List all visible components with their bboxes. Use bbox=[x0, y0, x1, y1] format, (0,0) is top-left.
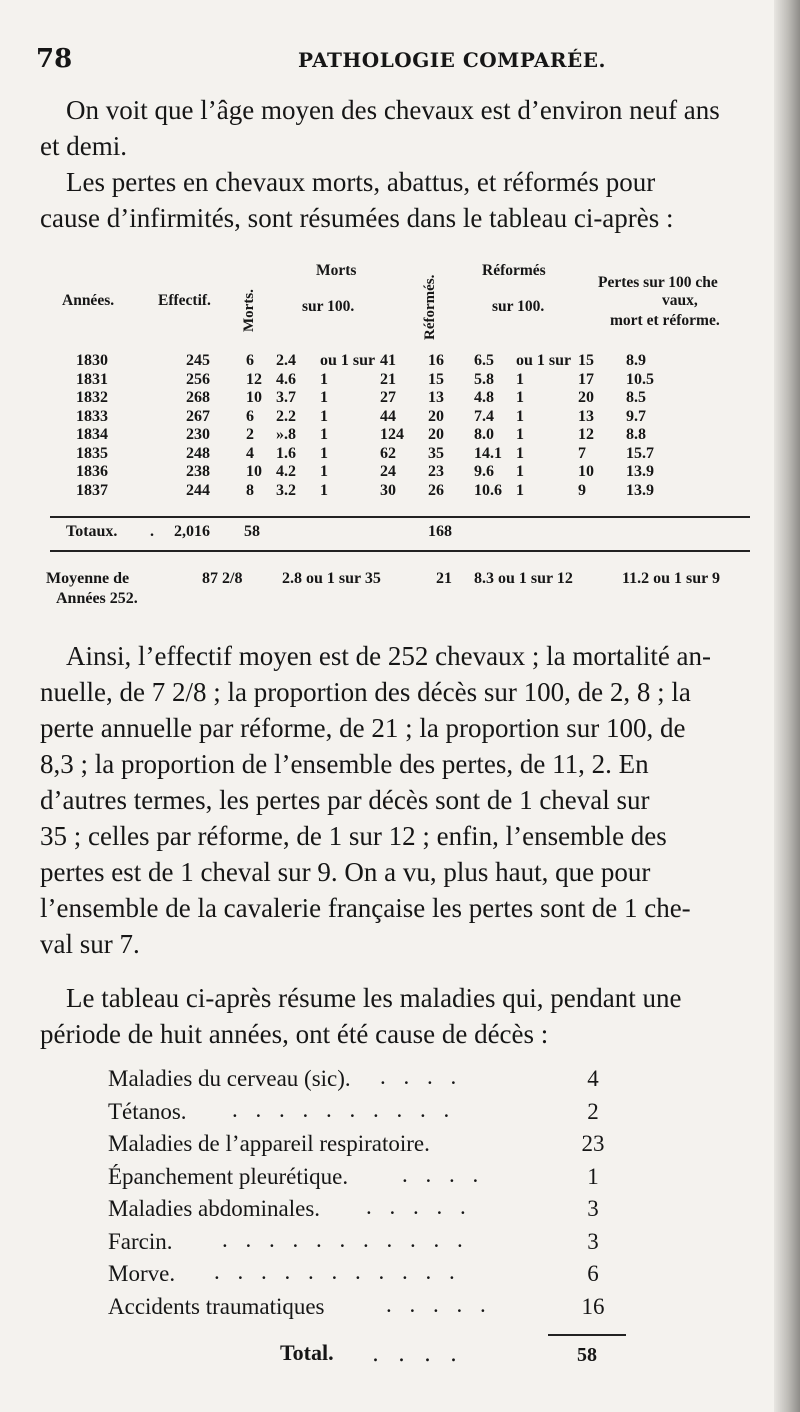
disease-label: Maladies de l’appareil respiratoire. bbox=[108, 1131, 430, 1156]
table-cell-pertes: 8.5 bbox=[626, 389, 646, 406]
table-cell-reformes: 20 bbox=[428, 407, 444, 425]
text-line: perte annuelle par réforme, de 21 ; la proportion sur 100, de bbox=[40, 713, 686, 743]
table-cell-effectif: 248 bbox=[186, 444, 210, 462]
disease-label: Épanchement pleurétique. bbox=[108, 1163, 349, 1189]
table-cell-morts: 2 bbox=[246, 426, 254, 443]
table-row bbox=[0, 408, 800, 425]
table-cell-r-taux: 9.6 bbox=[474, 463, 494, 480]
text-line: et demi. bbox=[40, 131, 127, 161]
table-row bbox=[0, 463, 800, 480]
disease-row bbox=[108, 1291, 608, 1324]
table-cell-m-taux: 4.6 bbox=[276, 370, 296, 388]
page-edge bbox=[774, 0, 800, 1412]
table-cell-m-taux: 2.2 bbox=[276, 407, 296, 425]
col-header-reformes-sur-100: sur 100. bbox=[492, 298, 545, 315]
table-cell-reformes: 13 bbox=[428, 389, 444, 406]
text-line: période de huit années, ont été cause de décès : bbox=[40, 1019, 549, 1049]
text-line: Les pertes en chevaux morts, abattus, et réformés pour bbox=[66, 167, 656, 197]
table-cell-pertes: 13.9 bbox=[626, 481, 654, 499]
table-cell-m-ou: 1 bbox=[320, 481, 328, 499]
page-header bbox=[36, 44, 756, 84]
table-row bbox=[0, 352, 800, 369]
table-cell-pertes: 8.8 bbox=[626, 426, 646, 443]
disease-label: Tétanos. bbox=[108, 1098, 187, 1124]
intro-paragraph bbox=[40, 92, 762, 236]
table-cell-m-taux: 3.2 bbox=[276, 481, 296, 499]
table-cell-r-taux: 8.0 bbox=[474, 426, 494, 443]
disease-row bbox=[108, 1196, 608, 1226]
table-cell-pertes: 15.7 bbox=[626, 444, 654, 462]
table-cell-annee: 1834 bbox=[76, 426, 108, 443]
diseases-intro-paragraph bbox=[40, 980, 762, 1052]
table-cell-r-taux: 7.4 bbox=[474, 407, 494, 425]
table-cell-annee: 1830 bbox=[76, 352, 108, 369]
col-header-morts: Morts bbox=[316, 262, 357, 279]
average-reformes: 21 bbox=[436, 570, 452, 587]
total-dots: . . . . bbox=[372, 1342, 463, 1367]
text-line: On voit que l’âge moyen des chevaux est d’environ neuf ans bbox=[66, 95, 720, 125]
disease-count: 23 bbox=[581, 1131, 605, 1156]
total-label: Total. bbox=[280, 1340, 334, 1365]
table-cell-r-ou: 1 bbox=[516, 426, 524, 443]
table-cell-m-ou: 1 bbox=[320, 426, 328, 443]
total-value: 58 bbox=[577, 1344, 597, 1366]
leader-dots: . . . . . bbox=[386, 1291, 492, 1317]
table-row bbox=[0, 371, 800, 388]
totals-reformes: 168 bbox=[428, 523, 452, 540]
table-cell-morts: 12 bbox=[246, 370, 262, 388]
leader-dots: . . . . . . . . . . bbox=[232, 1096, 456, 1122]
table-cell-r-sur: 12 bbox=[578, 426, 594, 443]
leader-dots: . . . . . . . . . . . bbox=[214, 1259, 461, 1284]
table-cell-m-sur: 27 bbox=[380, 389, 396, 406]
leader-dots: . . . . . bbox=[366, 1194, 472, 1219]
table-row bbox=[0, 482, 800, 499]
table-cell-effectif: 268 bbox=[186, 389, 210, 406]
table-cell-r-taux: 14.1 bbox=[474, 444, 502, 462]
average-morts-rate: 2.8 ou 1 sur 35 bbox=[282, 570, 381, 587]
disease-count: 3 bbox=[587, 1196, 599, 1221]
table-cell-r-taux: 10.6 bbox=[474, 481, 502, 499]
col-header-pertes-1: Pertes sur 100 che bbox=[598, 274, 718, 291]
table-cell-morts: 4 bbox=[246, 444, 254, 462]
table-cell-morts: 10 bbox=[246, 463, 262, 480]
table-cell-reformes: 15 bbox=[428, 370, 444, 388]
text-line: 35 ; celles par réforme, de 1 sur 12 ; enfin, l’ensemble des bbox=[40, 821, 667, 851]
disease-count: 2 bbox=[587, 1098, 599, 1124]
table-cell-m-sur: 41 bbox=[380, 352, 396, 369]
col-header-morts-sur-100: sur 100. bbox=[302, 298, 355, 315]
table-cell-m-ou: 1 bbox=[320, 389, 328, 406]
text-line: l’ensemble de la cavalerie française les pertes sont de 1 che- bbox=[40, 893, 691, 923]
running-title: PATHOLOGIE COMPARÉE. bbox=[298, 48, 606, 72]
table-cell-m-ou: ou 1 sur bbox=[320, 352, 376, 369]
text-line: 8,3 ; la proportion de l’ensemble des pertes, de 11, 2. En bbox=[40, 749, 649, 779]
average-pertes: 11.2 ou 1 sur 9 bbox=[622, 570, 720, 587]
col-header-pertes-2: vaux, bbox=[662, 292, 698, 309]
table-cell-pertes: 8.9 bbox=[626, 352, 646, 369]
table-cell-m-ou: 1 bbox=[320, 463, 328, 480]
table-row bbox=[0, 389, 800, 406]
table-cell-effectif: 238 bbox=[186, 463, 210, 480]
table-cell-r-sur: 15 bbox=[578, 352, 594, 369]
average-reformes-rate: 8.3 ou 1 sur 12 bbox=[474, 570, 573, 587]
col-header-morts-vertical: Morts. bbox=[241, 289, 257, 332]
table-cell-r-sur: 7 bbox=[578, 444, 586, 462]
col-header-reformes-vertical: Réformés. bbox=[422, 274, 438, 340]
disease-count: 1 bbox=[587, 1163, 599, 1189]
table-cell-annee: 1835 bbox=[76, 444, 108, 462]
table-cell-effectif: 244 bbox=[186, 481, 210, 499]
totals-effectif: 2,016 bbox=[174, 523, 210, 540]
table-cell-pertes: 9.7 bbox=[626, 407, 646, 425]
disease-label: Morve. bbox=[108, 1261, 176, 1286]
disease-row bbox=[108, 1161, 608, 1194]
disease-row bbox=[108, 1226, 608, 1259]
leader-dots: . . . . . . . . . . . bbox=[222, 1226, 469, 1252]
totals-row bbox=[0, 523, 800, 540]
table-cell-r-ou: 1 bbox=[516, 407, 524, 425]
table-cell-m-ou: 1 bbox=[320, 407, 328, 425]
table-cell-r-ou: 1 bbox=[516, 389, 524, 406]
table-cell-m-ou: 1 bbox=[320, 444, 328, 462]
disease-row bbox=[108, 1096, 608, 1129]
col-header-annees: Années. bbox=[62, 292, 115, 309]
body-paragraph bbox=[40, 638, 762, 962]
table-cell-morts: 6 bbox=[246, 407, 254, 425]
table-cell-m-sur: 44 bbox=[380, 407, 396, 425]
average-label: Moyenne de bbox=[46, 570, 130, 587]
disease-label: Maladies du cerveau (sic). bbox=[108, 1066, 351, 1091]
sum-rule bbox=[548, 1334, 626, 1336]
table-cell-reformes: 23 bbox=[428, 463, 444, 480]
table-cell-r-sur: 10 bbox=[578, 463, 594, 480]
disease-count: 16 bbox=[581, 1293, 605, 1319]
disease-label: Maladies abdominales. bbox=[108, 1196, 321, 1221]
table-cell-m-sur: 62 bbox=[380, 444, 396, 462]
disease-count: 6 bbox=[587, 1261, 599, 1286]
disease-label: Farcin. bbox=[108, 1228, 173, 1254]
table-rule bbox=[50, 550, 750, 552]
table-cell-r-ou: ou 1 sur bbox=[516, 352, 572, 369]
table-cell-effectif: 245 bbox=[186, 352, 210, 369]
table-cell-morts: 10 bbox=[246, 389, 262, 406]
table-cell-r-taux: 5.8 bbox=[474, 370, 494, 388]
table-cell-annee: 1833 bbox=[76, 407, 108, 425]
table-cell-reformes: 20 bbox=[428, 426, 444, 443]
col-header-effectif: Effectif. bbox=[158, 292, 211, 309]
table-cell-m-taux: 4.2 bbox=[276, 463, 296, 480]
table-cell-r-sur: 17 bbox=[578, 370, 594, 388]
table-cell-pertes: 10.5 bbox=[626, 370, 654, 388]
table-cell-r-sur: 13 bbox=[578, 407, 594, 425]
disease-count: 3 bbox=[587, 1228, 599, 1254]
average-row bbox=[0, 570, 800, 587]
table-row bbox=[0, 445, 800, 462]
table-cell-m-sur: 21 bbox=[380, 370, 396, 388]
text-line: nuelle, de 7 2/8 ; la proportion des décès sur 100, de 2, 8 ; la bbox=[40, 677, 691, 707]
col-header-pertes-3: mort et réforme. bbox=[610, 312, 720, 329]
leader-dots: . . . . bbox=[402, 1161, 485, 1187]
table-cell-annee: 1831 bbox=[76, 370, 108, 388]
table-cell-m-ou: 1 bbox=[320, 370, 328, 388]
table-cell-m-taux: 2.4 bbox=[276, 352, 296, 369]
table-cell-r-ou: 1 bbox=[516, 444, 524, 462]
table-rule bbox=[50, 516, 750, 518]
leader-dots: . . . . bbox=[380, 1064, 463, 1089]
disease-row bbox=[108, 1066, 608, 1096]
average-morts: 87 2/8 bbox=[202, 570, 243, 587]
text-line: d’autres termes, les pertes par décès sont de 1 cheval sur bbox=[40, 785, 650, 815]
table-cell-r-taux: 6.5 bbox=[474, 352, 494, 369]
disease-label: Accidents traumatiques bbox=[108, 1293, 325, 1319]
page-number: 78 bbox=[36, 44, 73, 74]
disease-count: 4 bbox=[587, 1066, 599, 1091]
table-cell-m-sur: 24 bbox=[380, 463, 396, 480]
table-cell-m-taux: 1.6 bbox=[276, 444, 296, 462]
table-cell-m-sur: 30 bbox=[380, 481, 396, 499]
table-cell-m-sur: 124 bbox=[380, 426, 404, 443]
table-cell-effectif: 256 bbox=[186, 370, 210, 388]
table-cell-r-ou: 1 bbox=[516, 370, 524, 388]
average-row-2 bbox=[0, 590, 800, 607]
table-row bbox=[0, 426, 800, 443]
text-line: Ainsi, l’effectif moyen est de 252 chevaux ; la mortalité an- bbox=[66, 641, 712, 671]
average-label-2: Années 252. bbox=[56, 590, 138, 607]
totals-morts: 58 bbox=[244, 523, 260, 540]
totals-label: Totaux. bbox=[66, 523, 118, 540]
table-cell-annee: 1832 bbox=[76, 389, 108, 406]
table-cell-r-sur: 20 bbox=[578, 389, 594, 406]
table-cell-m-taux: 3.7 bbox=[276, 389, 296, 406]
table-cell-annee: 1836 bbox=[76, 463, 108, 480]
disease-row bbox=[108, 1261, 608, 1291]
table-cell-r-sur: 9 bbox=[578, 481, 586, 499]
table-cell-reformes: 16 bbox=[428, 352, 444, 369]
table-cell-reformes: 35 bbox=[428, 444, 444, 462]
text-line: Le tableau ci-après résume les maladies qui, pendant une bbox=[66, 983, 682, 1013]
text-line: pertes est de 1 cheval sur 9. On a vu, plus haut, que pour bbox=[40, 857, 651, 887]
text-line: cause d’infirmités, sont résumées dans le tableau ci-après : bbox=[40, 203, 674, 233]
table-cell-morts: 8 bbox=[246, 481, 254, 499]
disease-row bbox=[108, 1131, 608, 1161]
table-cell-reformes: 26 bbox=[428, 481, 444, 499]
table-cell-r-taux: 4.8 bbox=[474, 389, 494, 406]
col-header-reformes: Réformés bbox=[482, 262, 546, 279]
table-cell-r-ou: 1 bbox=[516, 463, 524, 480]
table-cell-r-ou: 1 bbox=[516, 481, 524, 499]
table-cell-annee: 1837 bbox=[76, 481, 108, 499]
totals-dot: . bbox=[150, 523, 154, 540]
table-cell-pertes: 13.9 bbox=[626, 463, 654, 480]
text-line: val sur 7. bbox=[40, 929, 140, 959]
table-cell-morts: 6 bbox=[246, 352, 254, 369]
table-cell-effectif: 267 bbox=[186, 407, 210, 425]
table-cell-effectif: 230 bbox=[186, 426, 210, 443]
table-cell-m-taux: ».8 bbox=[276, 426, 296, 443]
